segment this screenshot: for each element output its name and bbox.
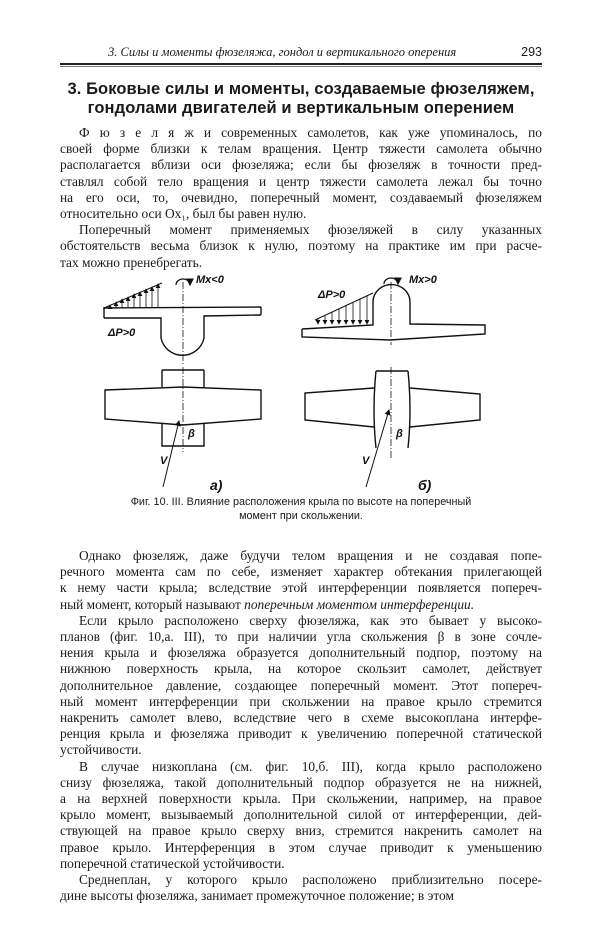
paragraph: [60, 613, 542, 759]
body-text: [60, 548, 542, 904]
page-number: 293: [521, 45, 542, 59]
text-line: Если крыло расположено сверху фюзеляжа, как это бывает у высоко-: [79, 612, 542, 628]
text-line: тах можно пренебрегать.: [60, 254, 203, 270]
paragraph: [60, 125, 542, 222]
text-line: ствующей на правое крыло сверху вниз, стремится накренить самолет на: [60, 823, 542, 839]
running-title: 3. Силы и моменты фюзеляжа, гондол и вертикального оперения: [108, 45, 457, 59]
text-line: речного момента сам по себе, изменяет характер обтекания прилегающей: [60, 564, 542, 580]
text-line: Среднеплан, у которого крыло расположено приблизительно посере-: [79, 872, 542, 888]
text-line: на его оси, то, очевидно, поперечный момент, создаваемый фюзеляжем: [60, 189, 542, 205]
moment-label-b: Mx>0: [409, 274, 437, 286]
moment-label-a: Mx<0: [196, 274, 224, 286]
paragraph: [60, 872, 542, 904]
text-line: правое крыло. Интерференция в этом случае приводит к уменьшению: [60, 839, 542, 855]
text-line: устойчивости.: [60, 742, 142, 758]
low-wing-plan-view: [305, 367, 480, 487]
text-run: ный момент, который называют: [60, 596, 245, 612]
section-title-line: гондолами двигателей и вертикальным оперением: [87, 99, 515, 117]
text-line: располагается вблизи оси фюзеляжа; если бы фюзеляж в точности пред-: [60, 157, 542, 173]
header-rule: [60, 63, 542, 67]
text-line: Ф ю з е л я ж и современных самолетов, как уже упоминалось, по: [79, 125, 542, 140]
high-wing-plan-view: [105, 367, 261, 487]
text-line: а на верхней поверхности крыла. При скольжении, например, на правое: [60, 791, 542, 807]
text-line: В случае низкоплана (см. фиг. 10,б. III), когда крыло расположено: [79, 758, 542, 774]
beta-label-a: β: [188, 428, 195, 440]
paragraph: [60, 759, 542, 872]
velocity-label-a: V: [160, 455, 168, 467]
text-line: ренция крыла и фюзеляжа приводит к увеличению поперечной статической: [60, 726, 542, 742]
pressure-label-b: ΔP>0: [318, 289, 346, 301]
text-line: Однако фюзеляж, даже будучи телом вращения и не создавая попе-: [79, 548, 542, 563]
text-line: снизу фюзеляжа, такой дополнительный подпор образуется не на нижней,: [60, 774, 542, 790]
text-line: накренить самолет влево, вследствие чего в схеме высокоплана интерфе-: [60, 710, 542, 726]
text-line: Поперечный момент применяемых фюзеляжей в силу указанных: [79, 222, 542, 238]
high-wing-front-view: [104, 279, 261, 366]
section-title-line: 3. Боковые силы и моменты, создаваемые фюзеляжем,: [67, 80, 535, 98]
figure-caption: [60, 496, 542, 523]
text-line: дине высоты фюзеляжа, занимает промежуточное положение; в этом: [60, 888, 454, 904]
caption-line: Фиг. 10. III. Влияние расположения крыла по высоте на поперечный: [130, 496, 472, 508]
text-line: своей форме близки к телам вращения. Центр тяжести самолета обычно: [60, 141, 542, 157]
paragraph: [60, 548, 542, 613]
intro-text: [60, 125, 542, 271]
subfigure-label-b: б): [418, 477, 432, 493]
text-line: ставлял собой тело вращения и центр тяжести самолета лежал бы точно: [60, 173, 542, 189]
paragraph: [60, 222, 542, 271]
section-title: [60, 80, 542, 118]
text-line: дополнительное давление, создающее поперечный момент. Этот попереч-: [60, 677, 542, 693]
figure-10-iii: [0, 270, 600, 500]
text-line: относительно оси Ox₁, был бы равен нулю.: [60, 206, 307, 222]
text-line: [60, 597, 542, 613]
text-line: крыло момент, вызываемый дополнительной силой от интерференции, дей-: [60, 807, 542, 823]
text-line: ный момент интерференции при скольжении на правое крыло стремится: [60, 693, 542, 709]
text-line: обстоятельств весьма близок к нулю, поэтому на практике им при расче-: [60, 238, 542, 254]
caption-line: момент при скольжении.: [239, 509, 363, 522]
text-line: планов (фиг. 10,а. III), то при наличии угла скольжения β в зоне сочле-: [60, 629, 542, 645]
running-header: [60, 45, 542, 63]
text-line: нижнюю поверхность крыла, на которое скользит самолет, действует: [60, 661, 542, 677]
text-line: поперечной статической устойчивости.: [60, 855, 285, 871]
subfigure-label-a: а): [210, 477, 223, 493]
pressure-label-a: ΔP>0: [108, 327, 136, 339]
beta-label-b: β: [396, 428, 403, 440]
velocity-label-b: V: [362, 455, 370, 467]
text-line: к нему части крыла; вследствие этой интерференции появляется попереч-: [60, 580, 542, 596]
italic-term: поперечным моментом интерференции.: [244, 596, 475, 612]
text-line: нения крыла и фюзеляжа образуется дополнительный подпор, поэтому на: [60, 645, 542, 661]
